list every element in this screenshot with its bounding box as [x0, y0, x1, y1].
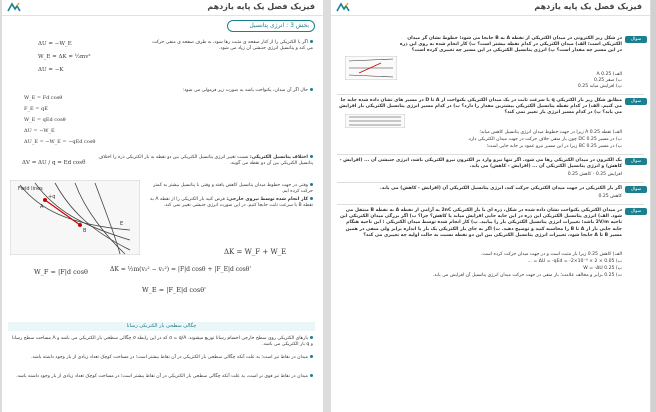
question-2-figure	[345, 114, 405, 128]
answer: پ) در مسیر BC 0.25 زیرا در این مسیر نیرو عمود بر جابه جایی است؛	[486, 144, 622, 149]
page-header	[331, 0, 650, 16]
left-page	[2, 0, 323, 412]
answer: ت) 0.25 برابر و مخالف علامت؛ بار منفی در جهت حرکت میدان انرژی پتانسیل آن افزایش می یابد.	[432, 273, 622, 278]
right-page	[331, 0, 650, 412]
header-title: فیزیک فصل یک پایه یازدهم	[534, 2, 642, 11]
divider	[337, 154, 644, 155]
logo-icon	[336, 2, 350, 13]
external-work-definition: کار انجام شده توسط نیروی خارجی: فرض کنید بار الکتریکی را از نقطه A به نقطه B با سرعت ثابت جابجا کنیم. در این صورت انرژی جنبشی تغییر نمی کند.	[150, 197, 313, 209]
divider	[337, 94, 644, 95]
list-item: بارهای الکتریکی روی سطح خارجی اجسام رسانا توزیع میشوند. σ = q/A که در این رابطه σ چگالی سطحی بار الکتریکی می باشد و A مساحت سطح رسانا و q بار الکتریکی می باشد.	[12, 336, 313, 348]
surface-density-heading: چگالی سطحی بار الکتریکی رسانا	[8, 322, 315, 331]
answer: پ) W = -ΔU 0.25	[583, 266, 622, 271]
field-lines-figure	[10, 180, 140, 255]
answer: الف) کاهش 0.25 زیرا بار مثبت است و در جهت میدان حرکت کرده است.	[480, 252, 622, 257]
answer: پ) افزایش میابد 0.25	[577, 84, 622, 89]
question-3: یک الکترون در میدان الکتریکی رها می شود. اگر تنها نیرو وارد بر الکترون نیرو الکتریکی باشد، انرژی جنبشی آن ... (افزایش - کاهش) و انرژی پتانسیل الکتریکی آن ... (افزایش - کاهش) می یابد.	[339, 158, 622, 170]
figure-label: E	[120, 221, 124, 227]
answer: ب) صفر 0.25	[593, 78, 622, 83]
header-title: فیزیک فصل یک پایه یازدهم	[207, 2, 315, 11]
energy-equation: ΔK = W_F + W_E	[224, 248, 287, 256]
answer: کاهش 0.25	[598, 194, 622, 199]
divider	[337, 182, 644, 183]
answer: ب) در مسیر DC 0.25 چون بار منفی خلاف حرکت در جهت میدان الکتریکی دارد.	[467, 137, 622, 142]
kinetic-energy-equation: ΔK = ½m(v₂² − v₁²) = |F|d cosθ + |F_E|d cosθ'	[110, 266, 252, 273]
question-tag: سوال	[625, 36, 647, 43]
question-1: در شکل زیر الکترونی در میدان الکتریکی از نقطه A به B جابجا می شود؛ خطوط نشان گر میدان الکتریکی است؛ الف) میدان الکتریکی در کدام نقطه بیشتر است؟ ب) کار انجام شده به روی این ذره در این مسیر چه مقدار است؟ پ) انرژی پتانسیل الکتریکی در این مسیر چه تغییری کرده است؟	[399, 36, 622, 54]
question-2: مطابق شکل زیر بار الکتریکی q با سرعت ثابت در یک میدان الکتریکی یکنواخت از A تا D در مسیر های نشان داده شده جابه جا می کنیم. الف) در کدام نقطه پتانسیل الکتریکی بیشترین مقدار را دارد؟ ب) در کدام مسیر انرژی پتانسیل الکتریکی بار افزایش می یابد؟ پ) در کدام مسیر انرژی بار تغییر نمی کند؟	[339, 98, 622, 116]
paragraph: حال اگر آن میدان، یکنواخت باشد به صورت زیر فرمولی می شود:	[152, 88, 313, 94]
figure-label: Field lines	[18, 186, 43, 192]
question-tag: سوال	[625, 158, 647, 165]
question-tag: سوال	[625, 186, 647, 193]
question-1-figure	[345, 56, 397, 80]
answer: افزایش 0.25 - کاهش 0.25	[567, 172, 622, 177]
page-header	[2, 0, 323, 16]
answer: ب) ΔU = -qEd = -2×10⁻⁹ × 2 × 0.05 = ...	[527, 259, 622, 264]
potential-equation: ΔV = ΔU / q = Ed cosθ	[22, 160, 86, 166]
question-tag: سوال	[625, 98, 647, 105]
list-item: میدان در نقاط تیز است؛ به علت آنکه چگالی سطحی بار الکتریکی در آن نقاط بیشتر است؛ در مساحت کوچک تعداد زیادی از بار وجود داشته باشد.	[10, 355, 313, 361]
section-title: بخش 3 : انرژی پتانسیل	[227, 20, 315, 32]
figure-label: B	[83, 228, 87, 234]
equation-block-top: ΔU = −W_E W_E = ΔK = ½mv² ΔU = −K	[38, 41, 91, 73]
answer: الف) A 0.25	[596, 72, 622, 77]
question-4: اگر بار الکتریکی در جهت میدان الکتریکی حرکت کند، انرژی پتانسیل الکتریکی آن (افزایش - کاهش) می یابد.	[379, 186, 622, 191]
work-equation: W_F = |F|d cosθ	[34, 268, 88, 276]
potential-definition: اختلاف پتانسیل الکتریکی: نسبت تغییر انرژی پتانسیل الکتریکی بین دو نقطه به بار الکتریکی ذره را اختلاف پتانسیل الکتریکی بین آن دو نقطه می گویند.	[98, 155, 313, 167]
paragraph: اگر با الکتریکی را از کنار صفحه ی مثبت رها شود، به طرف صفحه ی منفی حرکت می کند و پتانسیل انرژی جنبشی آن زیاد می شود.	[152, 40, 313, 52]
answer: الف) نقطه A 0.25 زیرا در جهت خطوط میدان انرژی پتانسیل کاهش میابد؛	[479, 130, 622, 135]
logo-icon	[7, 2, 21, 13]
list-item: میدان در نقاط تیز قوی تر است، به علت آنکه چگالی سطحی بار الکتریکی در آن نقاط بیشتر است؛ در مساحت کوچک تعداد زیادی از بار وجود داشته باشد.	[10, 374, 313, 380]
field-work-equation: W_E = |F_E|d cosθ'	[142, 286, 206, 294]
figure-label: +q	[48, 194, 56, 200]
divider	[337, 204, 644, 205]
question-tag: سوال	[625, 208, 647, 215]
question-5: در میدان الکتریکی یکنواخت نشان داده شده در شکل، ذره ای با بار الکتریکی 2nC به آرامی از نقطه A به نقطه B منتقل می شود. الف) انرژی پتانسیل الکتریکی این ذره در این جابه جایی افزایش میابد یا کاهش؟ چرا؟ ب) اگر بزرگی میدان الکتریکی این ناحیه 2V/m باشد؛ تغییرات انرژی پتانسیل الکتریکی بار را بیابید. پ) کار انجام شده توسط میدان الکتریکی ؛ این ناحیه هنگام جابه جایی بار از A تا B را محاسبه کنید و توضیح دهید. ت) اگر به جای بار الکتریکی یک بار با اندازه برابر ولی منفی در همین مسیر B تا A جابجا شود، تغییرات انرژی پتانسیل الکتریکی بین این دو نقطه نسبت به حالت اولیه چه تغییری می کند؟	[339, 208, 622, 238]
equation-block-mid: W_E = Fd cosθ F_E = qE W_E = qEd cosθ ΔU = −W_E ΔU_E = −W_E = −qEd cosθ	[24, 95, 96, 145]
paragraph: وقتی در جهت خطوط میدان پتانسیل کاهش یافته و وقتی با پتانسیل بیشتر به کمتر حرکت کرده ایم.	[153, 183, 313, 195]
figure-label: A	[40, 204, 44, 210]
scrollbar[interactable]	[651, 0, 656, 412]
